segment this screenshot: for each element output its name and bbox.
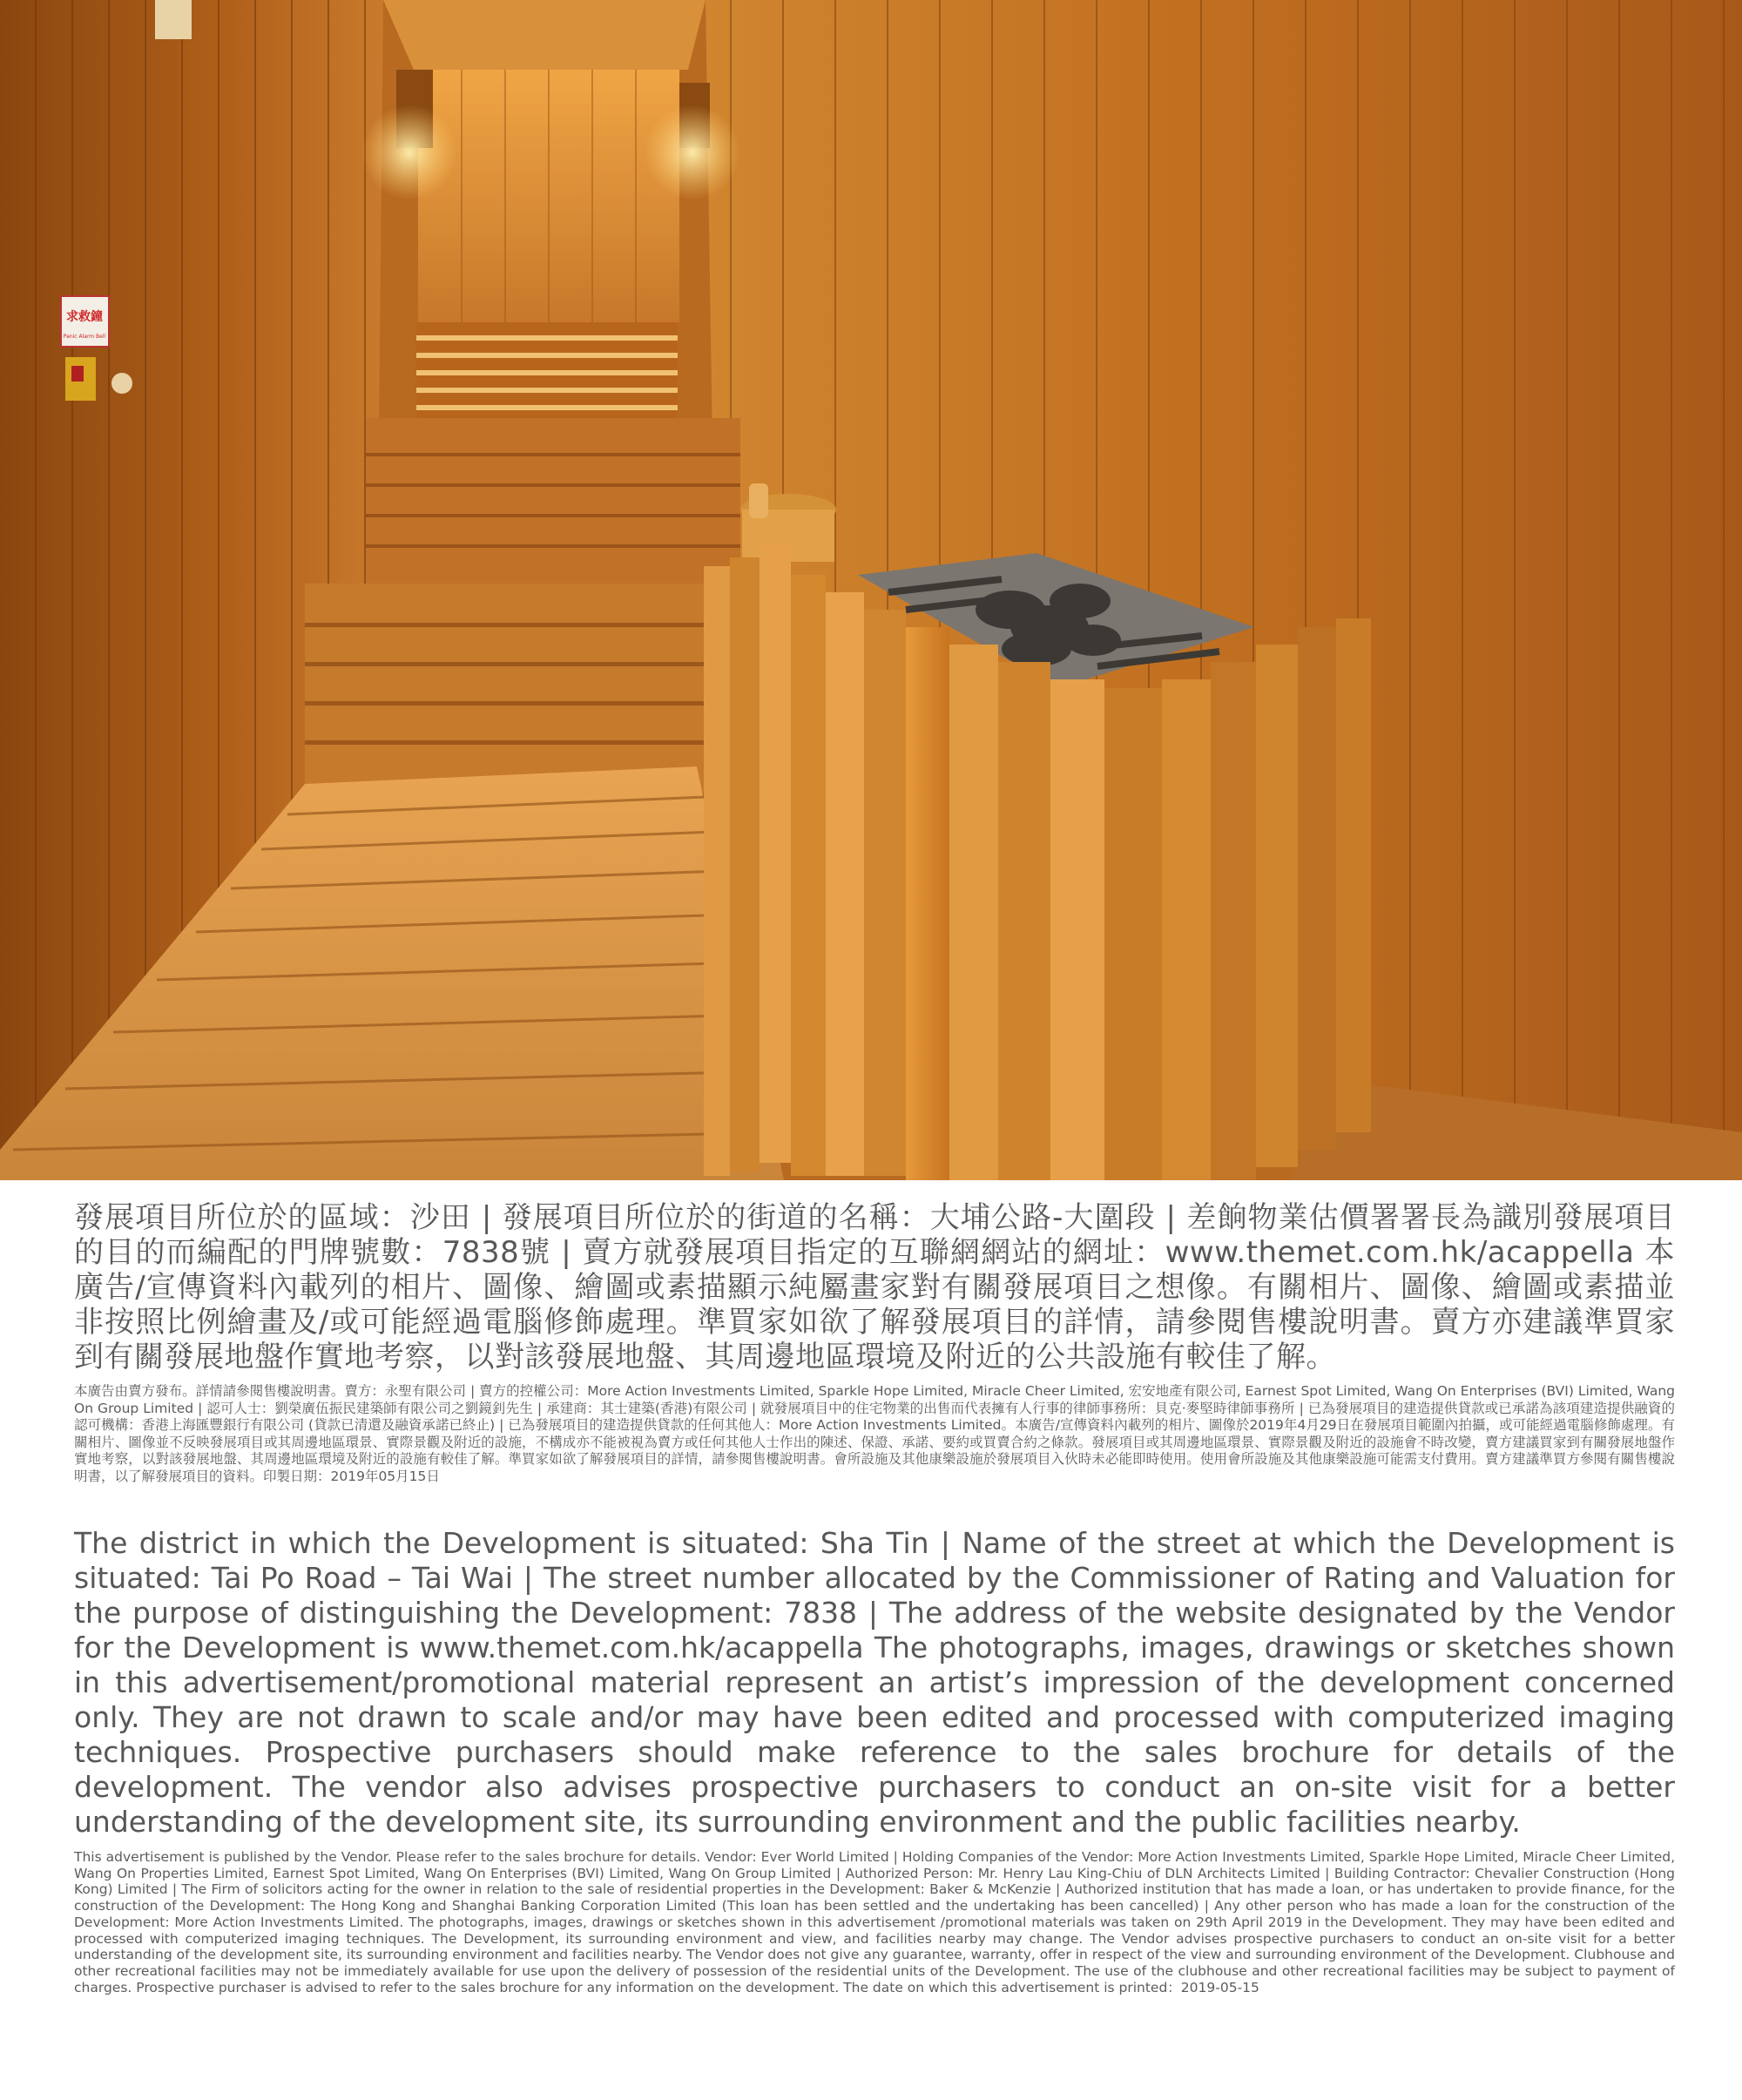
alarm-sign-en: Panic Alarm Bell <box>63 334 106 340</box>
disclaimer-en-lead <box>74 1526 1675 1840</box>
disclaimer-en-fine <box>74 1849 1675 1995</box>
disclaimer-zh-fine <box>74 1383 1675 1485</box>
panic-alarm-sign <box>61 296 109 347</box>
disclaimer-en-fine-text: This advertisement is published by the Vendor. Please refer to the sales brochure for details. Vendor: Ever World Limited | Holding Companies of the Vendor: More Action Investments Limited, Sparkle Hope Limited, Miracle Cheer Limited, Wang On Properties Limited, Earnest Spot Limited, Wang On Enterprises (BVI) Limited, Wang On Group Limited | Authorized Person: Mr. Henry Lau King-Chiu of DLN Architects Limited | Building Contractor: Chevalier Construction (Hong Kong) Limited | The Firm of solicitors acting for the owner in relation to the sale of residential properties in the Development: Baker & McKenzie | Authorized institution that has made a loan, or has undertaken to provide finance, for the construction of the Development: The Hong Kong and Shanghai Banking Corporation Limited (This loan has been settled and the undertaking has been cancelled) | Any other person who has made a loan for the construction of the Development: More Action Investments Limited. The photographs, images, drawings or sketches shown in this advertisement /promotional materials was taken on 29th April 2019 in the Development. They may have been edited and processed with computerized imaging techniques. The Development, its surrounding environment and view, and facilities nearby may change. The Vendor advises prospective purchasers to conduct an on-site visit for a better understanding of the development site, its surrounding environment and facilities nearby. The Vendor does not give any guarantee, warranty, offer in respect of the view and surrounding environment of the Development. Clubhouse and other recreational facilities may not be immediately available for use upon the delivery of possession of the residential units of the Development. The use of the clubhouse and other recreational facilities may be subject to payment of charges. Prospective purchaser is advised to refer to the sales brochure for any information on the development. The date on which this advertisement is printed：2019-05-15 <box>74 1849 1675 1995</box>
disclaimer-zh-lead <box>74 1200 1675 1374</box>
alarm-sign-zh: 求救鐘 <box>66 310 103 324</box>
disclaimer-zh-fine-text: 本廣告由賣方發布。詳情請參閱售樓說明書。賣方：永聖有限公司 | 賣方的控權公司：More Action Investments Limited, Sparkle Hope Limited, Miracle Cheer Limited, 宏安地產有限公司, Earnest Spot Limited, Wang On Enterprises (BVI) Limited, Wang On Group Limited | 認可人士：劉榮廣伍振民建築師有限公司之劉鏡釗先生 | 承建商：其士建築(香港)有限公司 | 就發展項目中的住宅物業的出售而代表擁有人行事的律師事務所：貝克‧麥堅時律師事務所 | 已為發展項目的建造提供貸款或已承諾為該項建造提供融資的認可機構：香港上海匯豐銀行有限公司 (貸款已清還及融資承諾已終止) | 已為發展項目的建造提供貸款的任何其他人：More Action Investments Limited。本廣告/宣傳資料內載列的相片、圖像於2019年4月29日在發展項目範圍內拍攝，或可能經過電腦修飾處理。有關相片、圖像並不反映發展項目或其周邊地區環景、實際景觀及附近的設施，不構成亦不能被視為賣方或任何其他人士作出的陳述、保證、承諾、要約或買賣合約之條款。發展項目或其周邊地區環景、實際景觀及附近的設施會不時改變，賣方建議買家到有關發展地盤作實地考察，以對該發展地盤、其周邊地區環境及附近的設施有較佳了解。準買家如欲了解發展項目的詳情，請參閱售樓說明書。會所設施及其他康樂設施於發展項目入伙時未必能即時使用。使用會所設施及其他康樂設施可能需支付費用。賣方建議準買方參閱有關售樓說明書，以了解發展項目的資料。印製日期：2019年05月15日 <box>74 1383 1675 1484</box>
disclaimer-en-lead-text: The district in which the Development is situated: Sha Tin | Name of the street at which the Development is situated: Tai Po Road – Tai Wai | The street number allocated by the Commissioner of Rating and Valuation for the purpose of distinguishing the Development: 7838 | The address of the website designated by the Vendor for the Development is www.themet.com.hk/acappella The photographs, images, drawings or sketches shown in this advertisement/promotional material represent an artist’s impression of the development concerned only. They are not drawn to scale and/or may have been edited and processed with computerized imaging techniques. Prospective purchasers should make reference to the sales brochure for details of the development. The vendor also advises prospective purchasers to conduct an on-site visit for a better understanding of the development site, its surrounding environment and the public facilities nearby. <box>74 1526 1675 1839</box>
disclaimer-zh-lead-text: 發展項目所位於的區域：沙田 | 發展項目所位於的街道的名稱：大埔公路-大圍段 | 差餉物業估價署署長為識別發展項目的目的而編配的門牌號數：7838號 | 賣方就發展項目指定的互聯網網站的網址：www.themet.com.hk/acappella 本廣告/宣傳資料內載列的相片、圖像、繪圖或素描顯示純屬畫家對有關發展項目之想像。有關相片、圖像、繪圖或素描並非按照比例繪畫及/或可能經過電腦修飾處理。準買家如欲了解發展項目的詳情，請參閱售樓說明書。賣方亦建議準買家到有關發展地盤作實地考察，以對該發展地盤、其周邊地區環境及附近的公共設施有較佳了解。 <box>74 1200 1675 1374</box>
